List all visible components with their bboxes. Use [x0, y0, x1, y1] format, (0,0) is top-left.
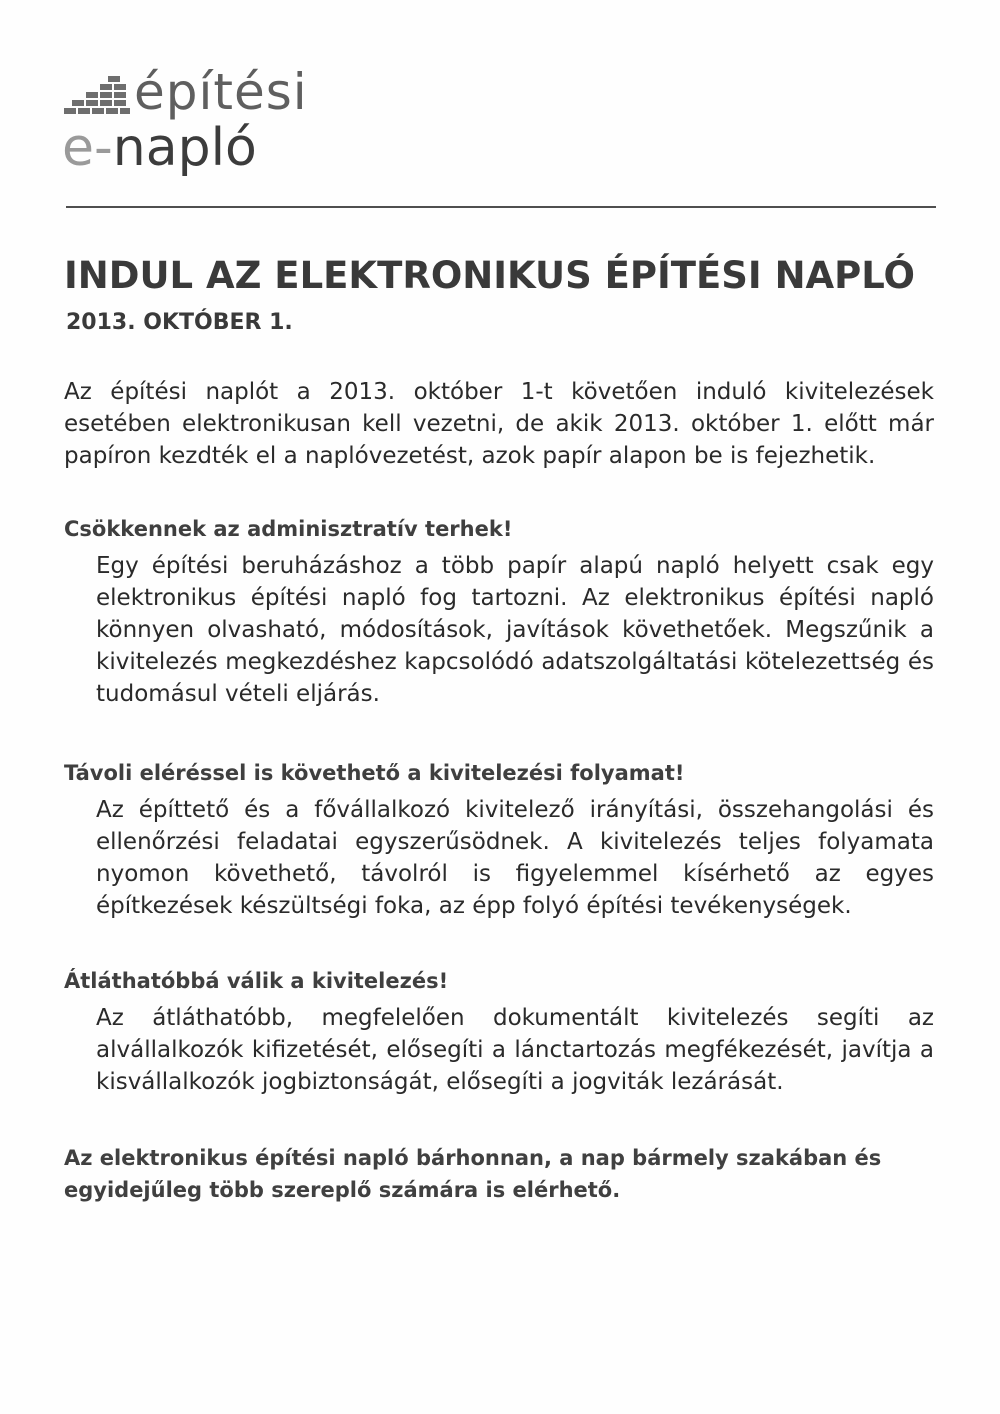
brick-wall-icon — [62, 76, 132, 116]
logo-text-line1: építési — [134, 63, 308, 121]
logo — [62, 62, 362, 192]
section-heading-admin: Csökkennek az adminisztratív terhek! — [64, 517, 513, 541]
publication-date: 2013. OKTÓBER 1. — [66, 310, 293, 335]
logo-text-main: napló — [112, 118, 257, 178]
closing-statement: Az elektronikus építési napló bárhonnan, a nap bármely szakában és egyidejűleg több szereplő számára is elérhető. — [64, 1146, 882, 1202]
section-heading-remote-access: Távoli eléréssel is követhető a kivitelezési folyamat! — [64, 761, 685, 785]
section-heading-transparency: Átláthatóbbá válik a kivitelezés! — [64, 969, 449, 993]
intro-paragraph: Az építési naplót a 2013. október 1-t követően induló kivitelezések esetében elektronikusan kell vezetni, de akik 2013. október 1. előtt már papíron kezdték el a naplóvezetést, azok papír alapon be is fejezhetik. — [64, 379, 934, 469]
logo-text-prefix: e- — [62, 118, 113, 178]
section-body-remote-access: Az építtető és a fővállalkozó kivitelező irányítási, összehangolási és ellenőrzési feladatai egyszerűsödnek. A kivitelezés teljes folyamata nyomon követhető, távolról is figyelemmel kísérhető az egyes építkezések készültségi foka, az épp folyó építési tevékenységek. — [96, 797, 934, 919]
section-body-transparency: Az átláthatóbb, megfelelően dokumentált kivitelezés segíti az alvállalkozók kifizetését, elősegíti a lánctartozás megfékezését, javítja a kisvállalkozók jogbiztonságát, elősegíti a jogviták lezárását. — [96, 1005, 934, 1095]
page-title: INDUL AZ ELEKTRONIKUS ÉPÍTÉSI NAPLÓ — [64, 254, 915, 297]
header-divider — [66, 206, 936, 208]
logo-text-line2 — [62, 118, 257, 178]
section-body-admin: Egy építési beruházáshoz a több papír alapú napló helyett csak egy elektronikus építési napló fog tartozni. Az elektronikus építési napló könnyen olvasható, módosítások, javítások követhetőek. Megszűnik a kivitelezés megkezdéshez kapcsolódó adatszolgáltatási kötelezettség és tudomásul vételi eljárás. — [96, 553, 934, 707]
